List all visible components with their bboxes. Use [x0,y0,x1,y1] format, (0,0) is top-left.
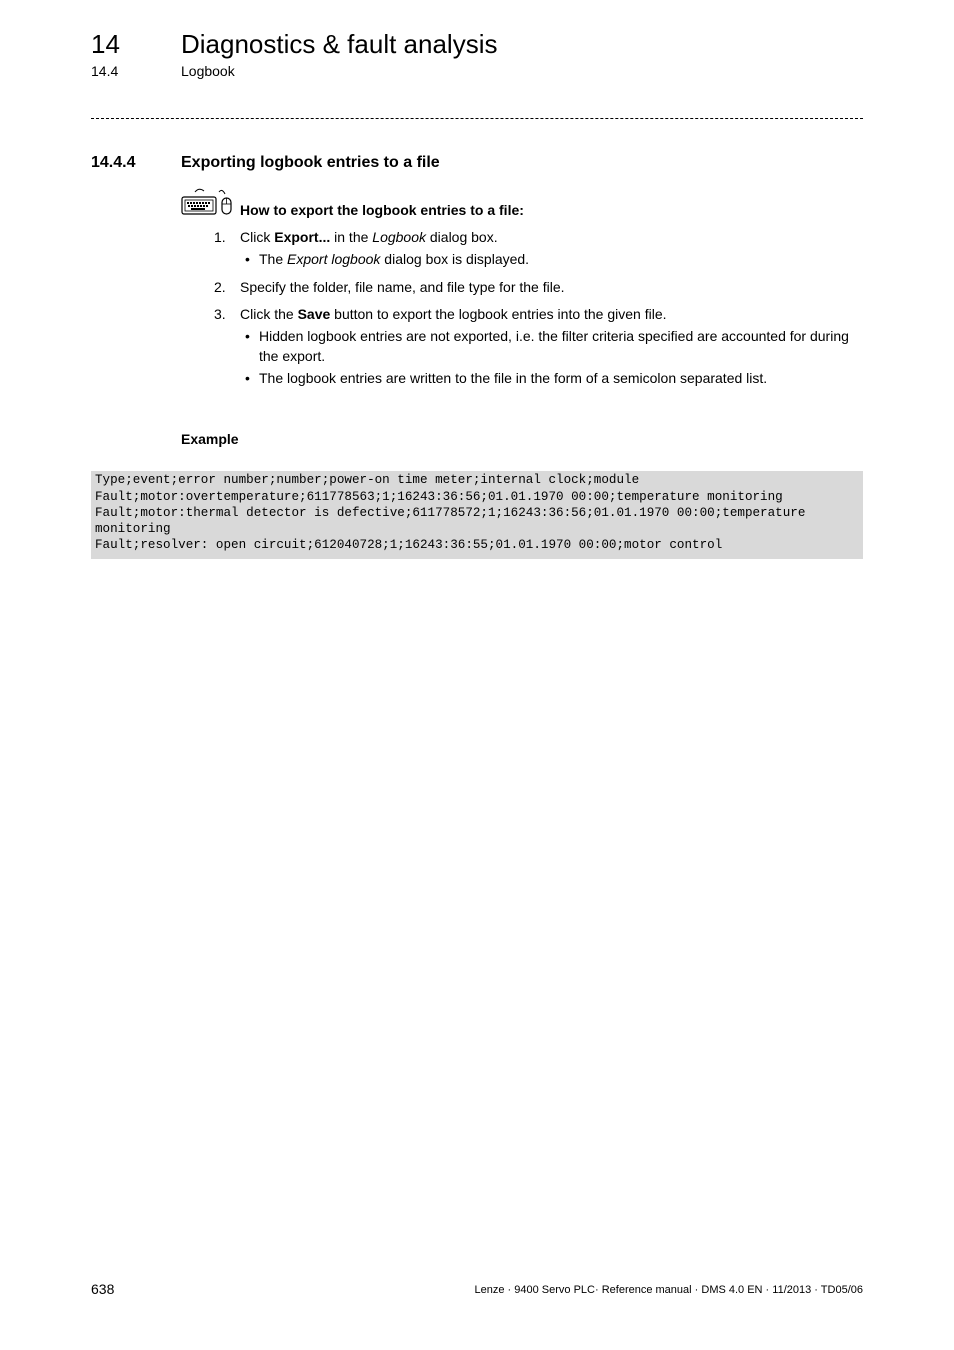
step-3-bullet-1: Hidden logbook entries are not exported, i.e. the filter criteria specified are accounted for during the export. [259,328,849,364]
code-line: Fault;motor:thermal detector is defective;611778572;1;16243:36:56;01.01.1970 00:00;temperature [95,506,806,520]
footer-text: Lenze · 9400 Servo PLC· Reference manual · DMS 4.0 EN · 11/2013 · TD05/06 [474,1284,863,1296]
bullet-symbol: • [245,328,250,344]
section-number: 14.4.4 [91,154,136,171]
step-1-text: Click Export... in the Logbook dialog box. [240,229,498,245]
page-number: 638 [91,1281,115,1297]
step-2-text: Specify the folder, file name, and file type for the file. [240,279,565,295]
step-1-number: 1. [214,229,226,245]
bullet-symbol: • [245,251,250,267]
subchapter-number: 14.4 [91,63,119,79]
example-heading: Example [181,431,239,447]
chapter-number: 14 [91,29,120,59]
header-divider [91,118,863,119]
code-line: monitoring [95,522,171,536]
step-3-bullet-2: The logbook entries are written to the file in the form of a semicolon separated list. [259,370,768,386]
chapter-title: Diagnostics & fault analysis [181,29,498,59]
keyboard-mouse-icon [181,188,233,216]
code-block [91,471,863,559]
step-3-text: Click the Save button to export the logbook entries into the given file. [240,306,667,322]
code-line: Type;event;error number;number;power-on time meter;internal clock;module [95,473,640,487]
bullet-symbol: • [245,370,250,386]
code-line: Fault;resolver: open circuit;612040728;1;16243:36:55;01.01.1970 00:00;motor control [95,538,723,552]
howto-title: How to export the logbook entries to a file: [240,202,524,218]
subchapter-title: Logbook [181,63,235,79]
step-3-number: 3. [214,306,226,322]
step-1-bullet-1: The Export logbook dialog box is displayed. [259,251,530,267]
section-title: Exporting logbook entries to a file [181,154,440,171]
code-line: Fault;motor:overtemperature;611778563;1;16243:36:56;01.01.1970 00:00;temperature monitoring [95,490,783,504]
step-2-number: 2. [214,279,226,295]
